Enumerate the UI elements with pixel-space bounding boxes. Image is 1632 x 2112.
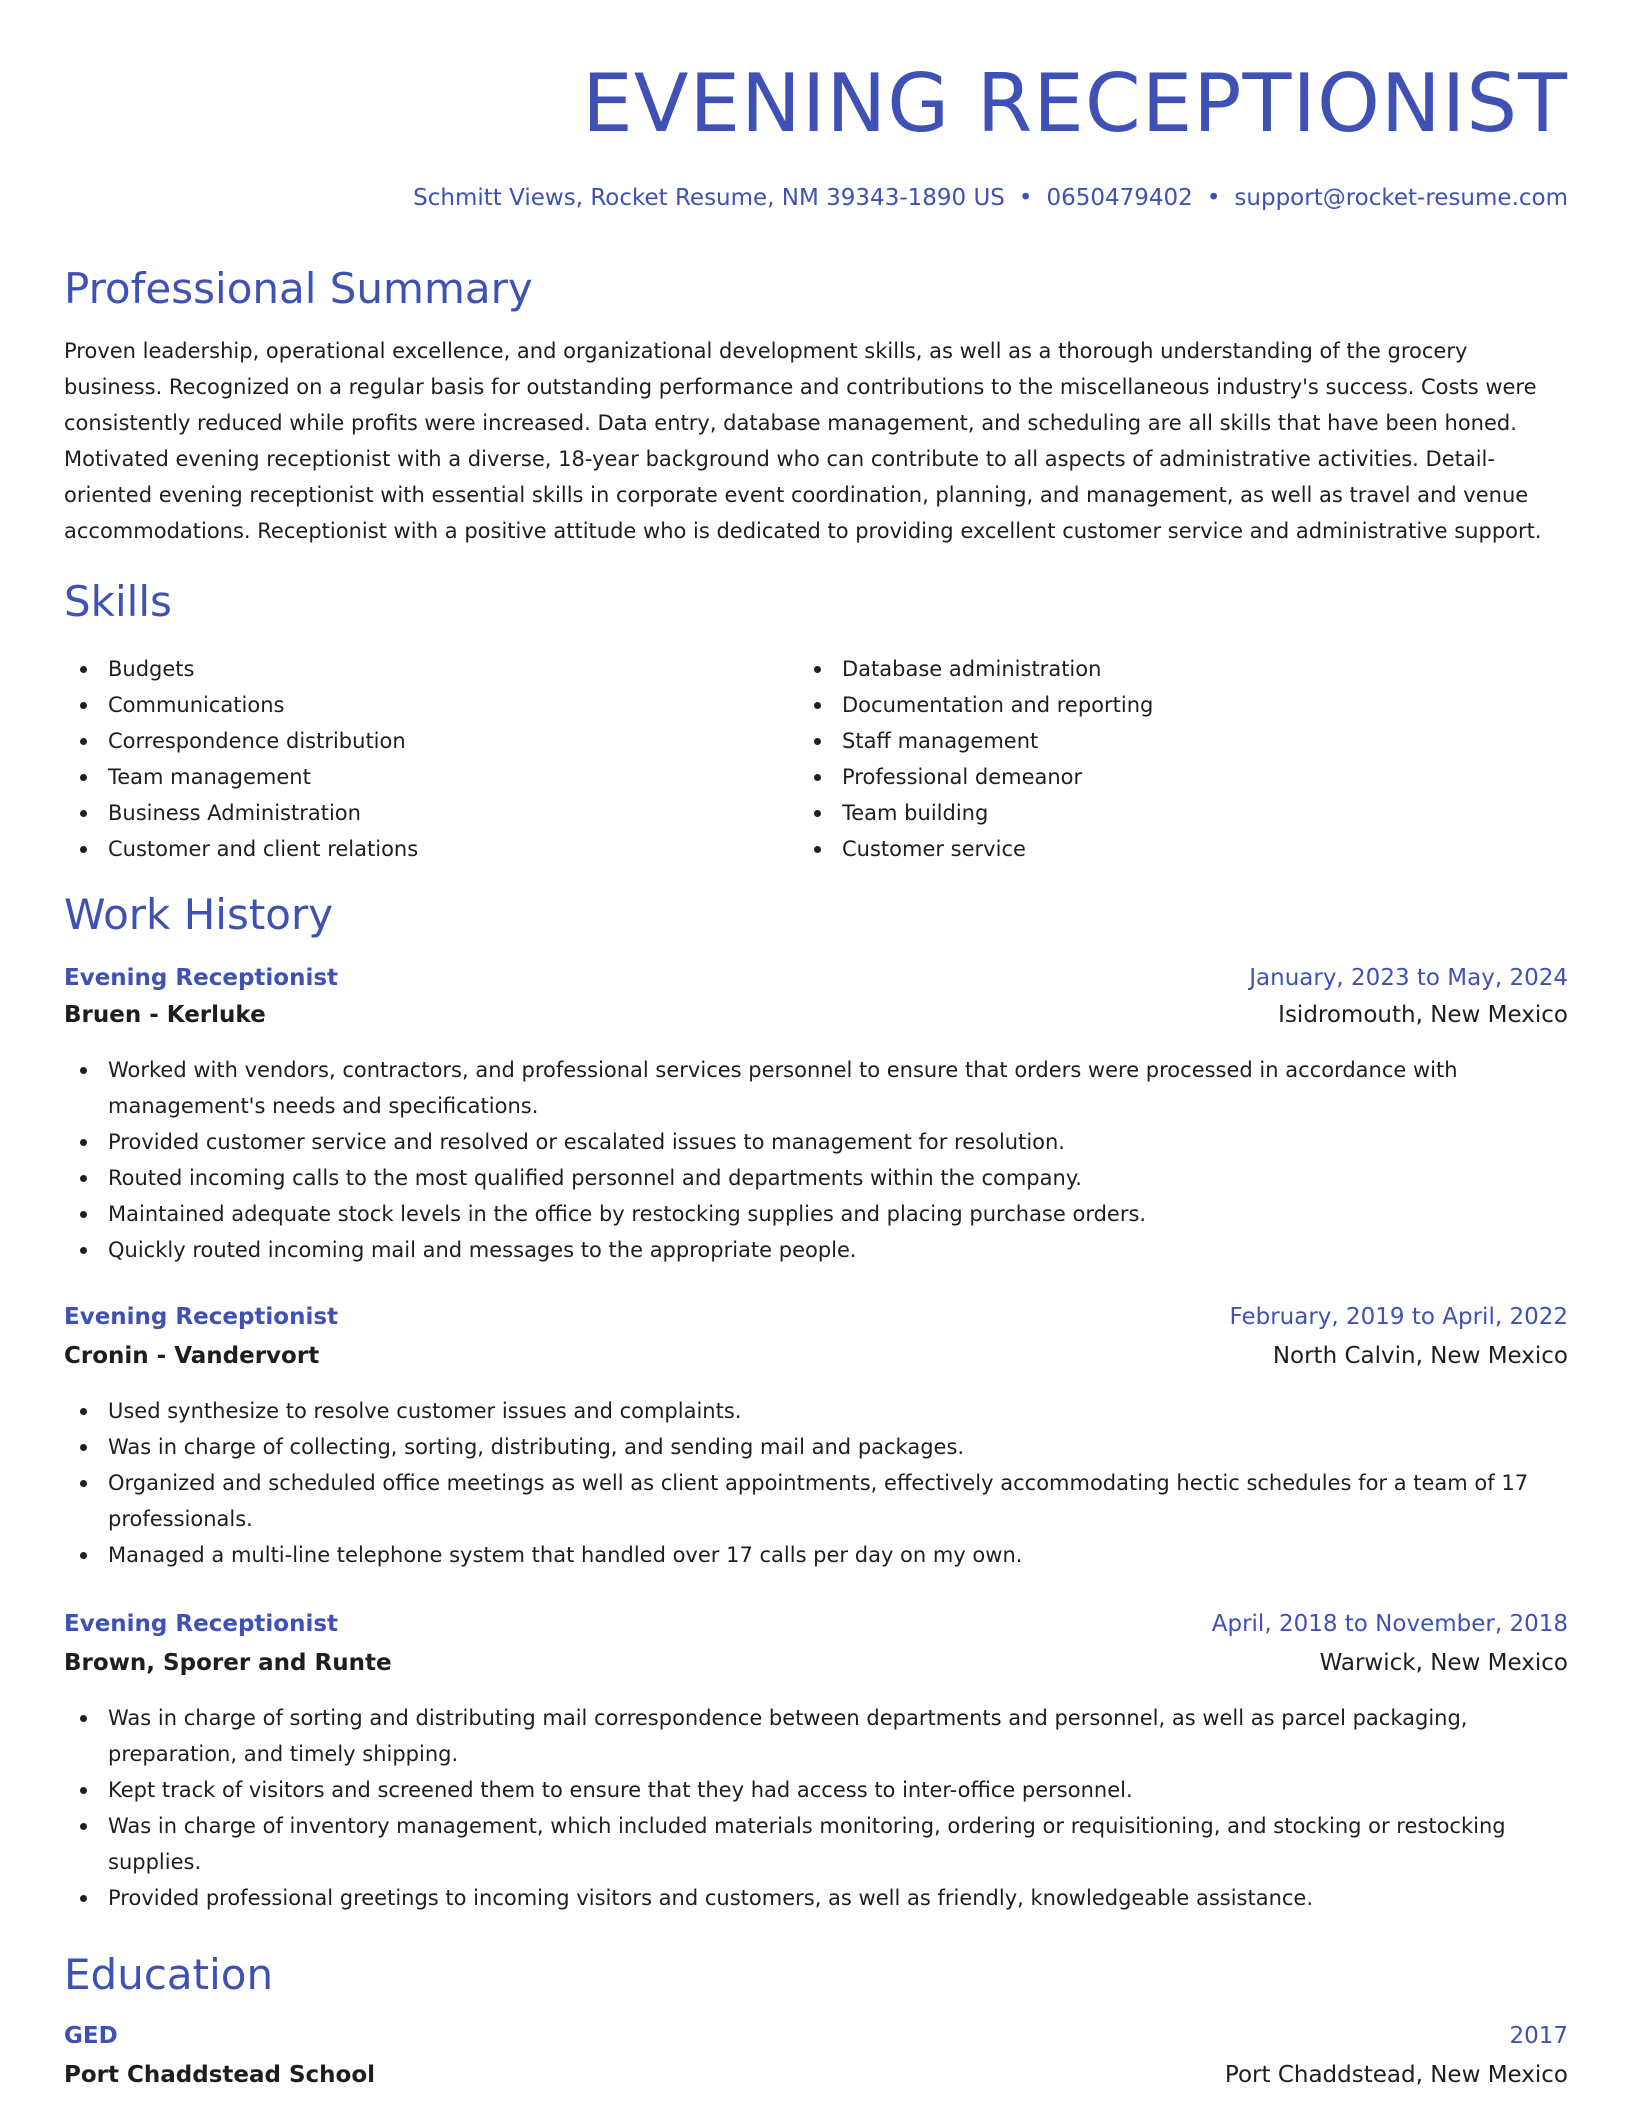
education-location: Port Chaddstead, New Mexico bbox=[1224, 2062, 1568, 2088]
job-title: Evening Receptionist bbox=[64, 1611, 339, 1637]
summary-heading: Professional Summary bbox=[64, 264, 533, 313]
skill-item: Staff management bbox=[798, 723, 1498, 759]
work-heading: Work History bbox=[64, 890, 334, 939]
duty-item: Kept track of visitors and screened them to ensure that they had access to inter-office personnel. bbox=[64, 1772, 1570, 1808]
contact-phone: 0650479402 bbox=[1046, 185, 1193, 211]
job-location: Isidromouth, New Mexico bbox=[1278, 1002, 1568, 1028]
contact-separator: • bbox=[1206, 185, 1221, 211]
job-duties bbox=[64, 1700, 1570, 1916]
job-dates: April, 2018 to November, 2018 bbox=[1211, 1611, 1568, 1637]
duty-item: Was in charge of sorting and distributing mail correspondence between departments and personnel, as well as parcel packaging, preparation, and timely shipping. bbox=[64, 1700, 1570, 1772]
contact-line bbox=[413, 182, 1568, 214]
job-duties bbox=[64, 1052, 1570, 1268]
duty-item: Provided customer service and resolved or escalated issues to management for resolution. bbox=[64, 1124, 1570, 1160]
job-title: Evening Receptionist bbox=[64, 965, 339, 991]
skill-item: Documentation and reporting bbox=[798, 687, 1498, 723]
skills-list-right bbox=[798, 651, 1498, 867]
job-dates: February, 2019 to April, 2022 bbox=[1229, 1304, 1568, 1330]
contact-email[interactable]: support@rocket-resume.com bbox=[1234, 185, 1568, 211]
skill-item: Team management bbox=[64, 759, 764, 795]
duty-item: Was in charge of inventory management, which included materials monitoring, ordering or requisitioning, and stocking or restocking supplies. bbox=[64, 1808, 1570, 1880]
duty-item: Maintained adequate stock levels in the office by restocking supplies and placing purchase orders. bbox=[64, 1196, 1570, 1232]
duty-item: Quickly routed incoming mail and messages to the appropriate people. bbox=[64, 1232, 1570, 1268]
education-heading: Education bbox=[64, 1950, 274, 1999]
duty-item: Was in charge of collecting, sorting, distributing, and sending mail and packages. bbox=[64, 1429, 1570, 1465]
job-duties bbox=[64, 1393, 1570, 1573]
resume-title: EVENING RECEPTIONIST bbox=[582, 57, 1568, 150]
education-school: Port Chaddstead School bbox=[64, 2062, 376, 2088]
duty-item: Organized and scheduled office meetings as well as client appointments, effectively accommodating hectic schedules for a team of 17 professionals. bbox=[64, 1465, 1570, 1537]
skills-heading: Skills bbox=[64, 577, 172, 626]
duty-item: Provided professional greetings to incoming visitors and customers, as well as friendly, knowledgeable assistance. bbox=[64, 1880, 1570, 1916]
skill-item: Database administration bbox=[798, 651, 1498, 687]
duty-item: Routed incoming calls to the most qualified personnel and departments within the company. bbox=[64, 1160, 1570, 1196]
summary-text: Proven leadership, operational excellence, and organizational development skills, as well as a thorough understanding of the grocery business. Recognized on a regular basis for outstanding performance and contributions to the miscellaneous industry's success. Costs were consistently reduced while profits were increased. Data entry, database management, and scheduling are all skills that have been honed. Motivated evening receptionist with a diverse, 18-year background who can contribute to all aspects of administrative activities. Detail-oriented evening receptionist with essential skills in corporate event coordination, planning, and management, as well as travel and venue accommodations. Receptionist with a positive attitude who is dedicated to providing excellent customer service and administrative support. bbox=[64, 339, 1542, 543]
skill-item: Customer and client relations bbox=[64, 831, 764, 867]
duty-item: Managed a multi-line telephone system that handled over 17 calls per day on my own. bbox=[64, 1537, 1570, 1573]
job-employer: Bruen - Kerluke bbox=[64, 1002, 266, 1028]
duty-item: Worked with vendors, contractors, and professional services personnel to ensure that orders were processed in accordance with management's needs and specifications. bbox=[64, 1052, 1570, 1124]
job-employer: Cronin - Vandervort bbox=[64, 1343, 320, 1369]
skill-item: Professional demeanor bbox=[798, 759, 1498, 795]
skill-item: Business Administration bbox=[64, 795, 764, 831]
job-dates: January, 2023 to May, 2024 bbox=[1249, 965, 1568, 991]
skills-list-left bbox=[64, 651, 764, 867]
skill-item: Customer service bbox=[798, 831, 1498, 867]
education-year: 2017 bbox=[1509, 2023, 1568, 2049]
job-title: Evening Receptionist bbox=[64, 1304, 339, 1330]
job-location: Warwick, New Mexico bbox=[1319, 1650, 1568, 1676]
skill-item: Correspondence distribution bbox=[64, 723, 764, 759]
education-degree: GED bbox=[64, 2023, 118, 2049]
skill-item: Budgets bbox=[64, 651, 764, 687]
contact-address: Schmitt Views, Rocket Resume, NM 39343-1890 US bbox=[413, 185, 1005, 211]
duty-item: Used synthesize to resolve customer issues and complaints. bbox=[64, 1393, 1570, 1429]
job-location: North Calvin, New Mexico bbox=[1272, 1343, 1568, 1369]
contact-separator: • bbox=[1018, 185, 1033, 211]
skill-item: Communications bbox=[64, 687, 764, 723]
skill-item: Team building bbox=[798, 795, 1498, 831]
job-employer: Brown, Sporer and Runte bbox=[64, 1650, 392, 1676]
